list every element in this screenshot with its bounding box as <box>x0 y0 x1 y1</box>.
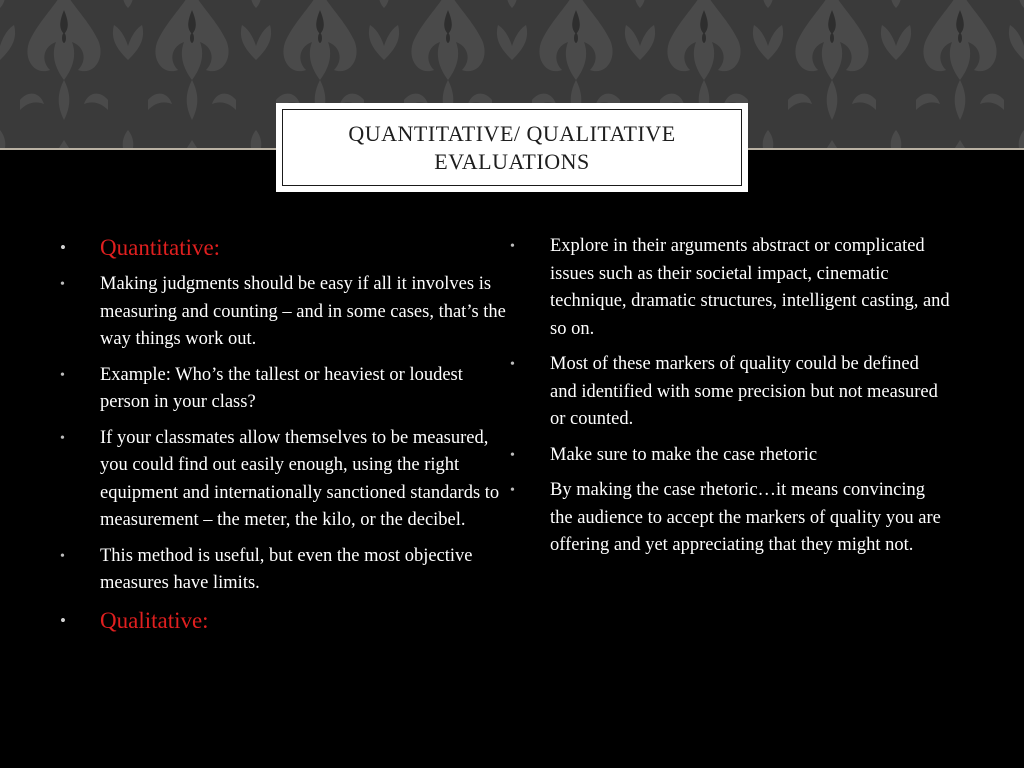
bullet-text: Example: Who’s the tallest or heaviest or loudest person in your class? <box>100 364 463 412</box>
left-column <box>60 233 510 644</box>
bullet-text: Making judgments should be easy if all it involves is measuring and counting – and in some cases, that’s the way things work out. <box>100 274 506 349</box>
bullet-icon: • <box>60 277 65 292</box>
bullet-item <box>60 425 510 535</box>
bullet-icon: • <box>60 367 65 383</box>
right-column <box>510 233 950 568</box>
left-bullet-list <box>60 233 510 636</box>
bullet-text: By making the case rhetoric…it means convincing the audience to accept the markers of quality you are offering and yet appreciating that they might not. <box>550 480 941 555</box>
bullet-icon: • <box>60 610 66 630</box>
bullet-item <box>510 351 950 434</box>
title-frame <box>277 104 747 191</box>
bullet-icon: • <box>60 430 65 446</box>
bullet-item <box>60 362 510 417</box>
bullet-text: Quantitative: <box>100 235 221 260</box>
bullet-item <box>60 271 510 354</box>
right-bullet-list <box>510 233 950 560</box>
bullet-icon: • <box>510 447 515 463</box>
section-heading <box>60 606 510 636</box>
bullet-item <box>60 543 510 598</box>
bullet-item <box>510 477 950 560</box>
bullet-item <box>510 233 950 343</box>
bullet-text: If your classmates allow themselves to be measured, you could find out easily enough, using the right equipment and internationally sanctioned standards to measurement – the meter, the kilo, or the decibel. <box>100 427 500 530</box>
bullet-item <box>510 442 950 470</box>
title-frame-inner <box>282 109 742 186</box>
bullet-icon: • <box>510 483 515 498</box>
bullet-icon: • <box>60 548 65 564</box>
bullet-icon: • <box>510 239 515 254</box>
bullet-text: Explore in their arguments abstract or complicated issues such as their societal impact, cinematic technique, dramatic structures, intelligent casting, and so on. <box>550 236 950 339</box>
bullet-icon: • <box>60 238 66 257</box>
bullet-text: Make sure to make the case rhetoric <box>550 444 818 465</box>
section-heading <box>60 233 510 263</box>
slide-title: QUANTITATIVE/ QUALITATIVE EVALUATIONS <box>348 120 676 174</box>
bullet-text: This method is useful, but even the most objective measures have limits. <box>100 545 473 593</box>
bullet-text: Qualitative: <box>100 607 209 633</box>
bullet-text: Most of these markers of quality could be defined and identified with some precision but not measured or counted. <box>550 354 938 429</box>
bullet-icon: • <box>510 357 515 372</box>
